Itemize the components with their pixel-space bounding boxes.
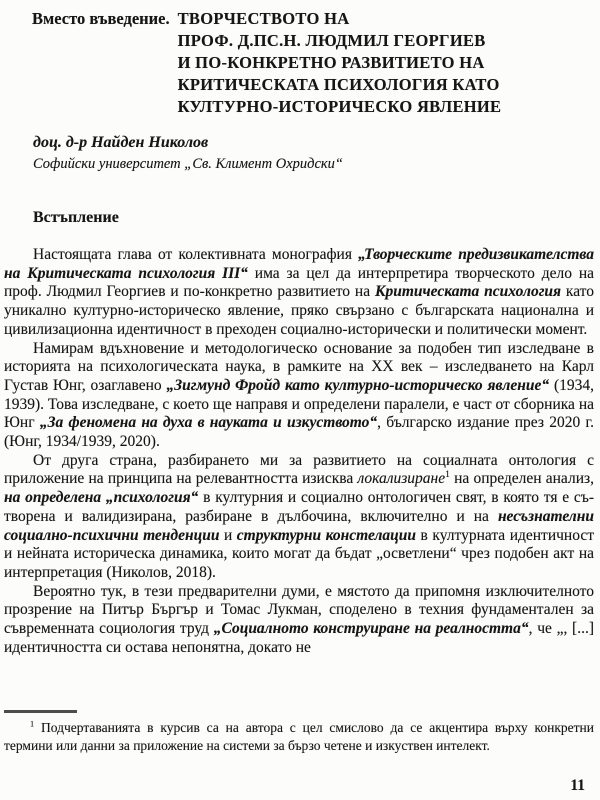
paragraph-3: От друга страна, разбирането ми за развитието на социалната онтология с приложение на принципа на релевантността изисква локализиране$^1$ на определен анализ, на определена „психология“ в културния и социално онтологичен свят, в която тя е съ-творена и валидизирана, разбиране в дълбочина, включително и на несъзнателни социално-психични тенденции и структурни констелации в културната идентичност и нейната историческа динамика, които могат да бъдат „осветлени“ чрез подобен акт на интерпретация (Николов, 2018).: [4, 451, 595, 581]
paragraph-4: Вероятно тук, в тези предварителни думи, е мястото да припомня изключителното прозрение на Питър Бъргър и Томас Лукман, споделено в техния фундаментален за съвременната социология труд „Социалното конструиране на реалността“, че „, [...] идентичността си остава непонятна, докато не: [4, 582, 594, 656]
title-prefix: Вместо въведение.: [32, 9, 170, 28]
section-heading: Встъпление: [33, 209, 119, 226]
footnote-area: [4, 710, 594, 755]
footnote-separator-rule: [4, 710, 77, 713]
author-name: доц. д-р Найден Николов: [33, 134, 209, 151]
title-line-4: КРИТИЧЕСКАТА ПСИХОЛОГИЯ КАТО: [177, 75, 500, 94]
title-lines: [178, 8, 502, 118]
chapter-title: [32, 8, 594, 118]
title-line-5: КУЛТУРНО-ИСТОРИЧЕСКО ЯВЛЕНИЕ: [177, 97, 502, 116]
title-line-1: ТВОРЧЕСТВОТО НА: [177, 9, 350, 28]
paragraph-1: Настоящата глава от колективната монография „Творческите предизвикателства на Критическата психология III“ има за цел да интерпретира творческото дело на проф. Людмил Георгиев и по-конкретно развитието на Критическата психология като уникално културно-историческо явление, пряко свързано с българската национална и цивилизационна идентичност в преходен социално-исторически и политически момент.: [4, 246, 595, 338]
footnote-text: $^1$ Подчертаванията в курсив са на автора с цел смислово да се акцентира върху конкретни термини или данни за приложение на системи за бързо четене и изкуствен интелект.: [4, 719, 594, 753]
author-affiliation: Софийски университет „Св. Климент Охридски“: [33, 156, 344, 172]
title-line-2: ПРОФ. Д.ПС.Н. ЛЮДМИЛ ГЕОРГИЕВ: [177, 31, 486, 50]
paragraph-2: Намирам вдъхновение и методологическо основание за подобен тип изследване в историята на психологическата наука, в рамките на XX век – изследването на Карл Густав Юнг, озаглавено „Зигмунд Фройд като културно-историческо явление“ (1934, 1939). Това изследване, с което ще направя и определени паралели, е част от сборника на Юнг „За феномена на духа в науката и изкуството“, българско издание през 2020 г. (Юнг, 1934/1939, 2020).: [4, 339, 595, 451]
title-line-3: И ПО-КОНКРЕТНО РАЗВИТИЕТО НА: [177, 53, 485, 72]
page-number: 11: [570, 777, 585, 794]
